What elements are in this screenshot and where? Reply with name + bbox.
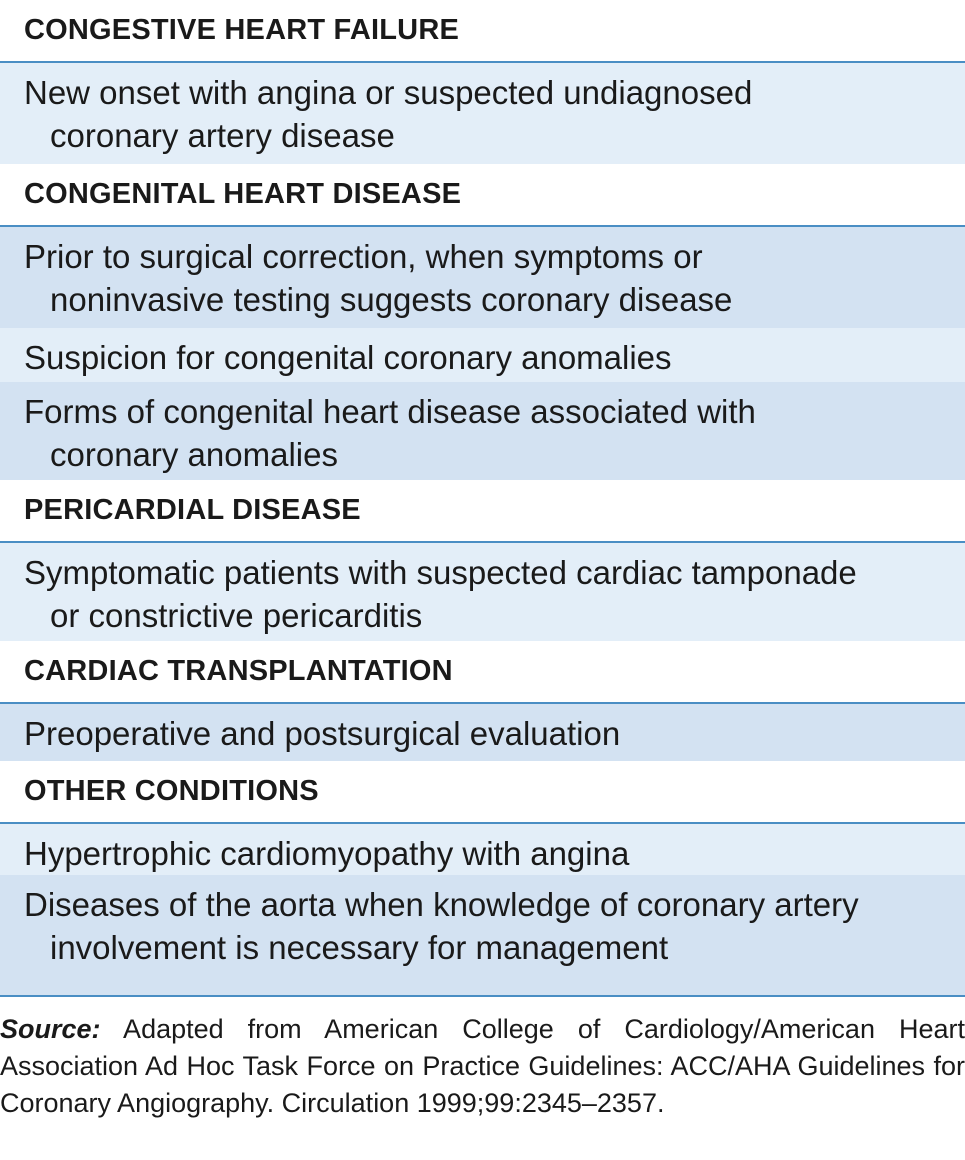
row-text-continuation: noninvasive testing suggests coronary disease bbox=[50, 281, 733, 318]
section-header-pericardial-disease: PERICARDIAL DISEASE bbox=[0, 480, 965, 543]
source-note bbox=[0, 997, 965, 1122]
row-text-line: Preoperative and postsurgical evaluation bbox=[24, 715, 621, 752]
table-row bbox=[0, 704, 965, 761]
table-row bbox=[0, 227, 965, 328]
section-header-other-conditions: OTHER CONDITIONS bbox=[0, 761, 965, 824]
table-row bbox=[0, 543, 965, 641]
row-text-line: New onset with angina or suspected undiagnosed bbox=[24, 74, 753, 111]
section-header-congenital-heart-disease: CONGENITAL HEART DISEASE bbox=[0, 164, 965, 227]
section-header-cardiac-transplantation: CARDIAC TRANSPLANTATION bbox=[0, 641, 965, 704]
row-text-line: Symptomatic patients with suspected cardiac tamponade bbox=[24, 554, 857, 591]
table-row bbox=[0, 824, 965, 875]
table-row bbox=[0, 875, 965, 995]
table-row bbox=[0, 328, 965, 382]
row-text-line: Hypertrophic cardiomyopathy with angina bbox=[24, 835, 630, 872]
row-text-line: Suspicion for congenital coronary anomalies bbox=[24, 339, 672, 376]
row-text-line: Forms of congenital heart disease associated with bbox=[24, 393, 756, 430]
section-header-congestive-heart-failure: CONGESTIVE HEART FAILURE bbox=[0, 0, 965, 63]
row-text-continuation: or constrictive pericarditis bbox=[50, 597, 423, 634]
row-text-line: Diseases of the aorta when knowledge of coronary artery bbox=[24, 886, 859, 923]
row-text-continuation: coronary artery disease bbox=[50, 117, 395, 154]
source-label: Source: bbox=[0, 1014, 101, 1044]
row-text-continuation: coronary anomalies bbox=[50, 436, 338, 473]
table-row bbox=[0, 382, 965, 480]
source-text: Adapted from American College of Cardiology/American Heart Association Ad Hoc Task Force on Practice Guidelines: ACC/AHA Guidelines for Coronary Angiography. Circulation 1999;99:2345–2357. bbox=[0, 1014, 965, 1118]
row-text-continuation: involvement is necessary for management bbox=[50, 929, 669, 966]
table-row bbox=[0, 63, 965, 164]
row-text-line: Prior to surgical correction, when symptoms or bbox=[24, 238, 703, 275]
